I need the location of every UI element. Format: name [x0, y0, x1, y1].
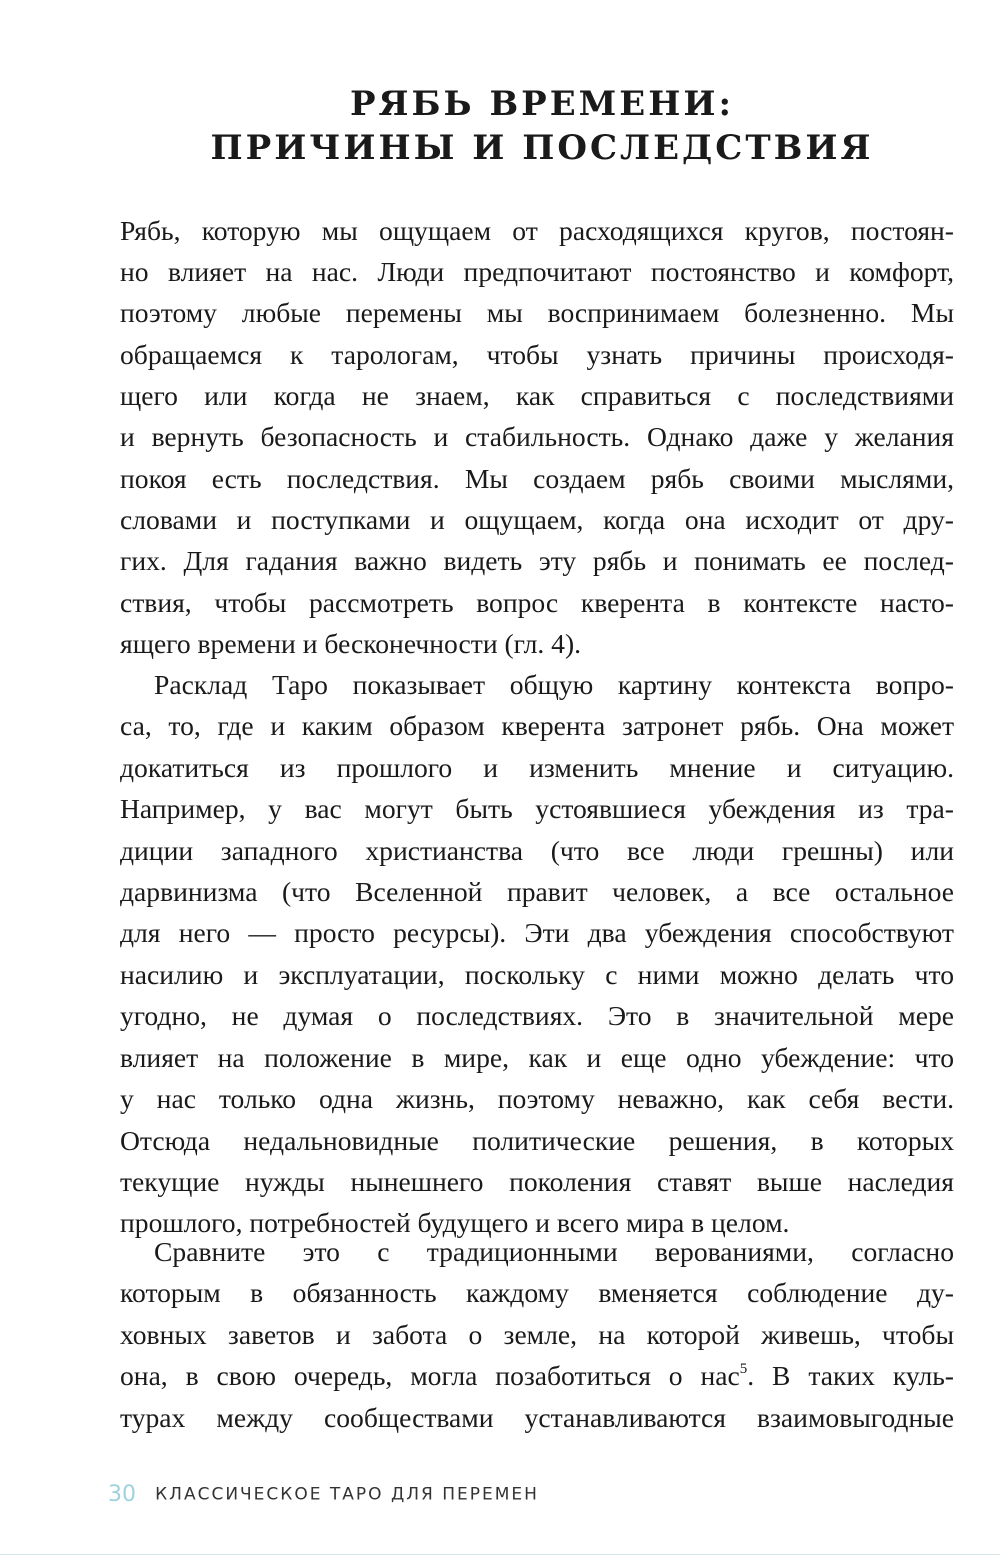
text-line-with-footnote [120, 1361, 954, 1391]
text-line: насилию и эксплуатации, поскольку с ними можно делать что [120, 959, 954, 990]
scan-edge-line [0, 1554, 1000, 1555]
text-line: турах между сообществами устанавливаются взаимовыгодные [120, 1402, 954, 1433]
text-line: словами и поступками и ощущаем, когда она исходит от дру- [120, 504, 954, 535]
text-line: поэтому любые перемены мы воспринимаем болезненно. Мы [120, 297, 954, 328]
text-line: прошлого, потребностей будущего и всего мира в целом. [120, 1207, 790, 1238]
text-line: влияет на положение в мире, как и еще одно убеждение: что [120, 1042, 954, 1073]
text-line: угодно, не думая о последствиях. Это в значительной мере [120, 1000, 954, 1031]
text-line: Расклад Таро показывает общую картину контекста вопро- [154, 669, 954, 700]
running-title: КЛАССИЧЕСКОЕ ТАРО ДЛЯ ПЕРЕМЕН [155, 1484, 539, 1505]
footnote-reference[interactable]: 5 [739, 1361, 748, 1377]
text-line: но влияет на нас. Люди предпочитают постоянство и комфорт, [120, 256, 954, 287]
text-line: обращаемся к тарологам, чтобы узнать причины происходя- [120, 339, 954, 370]
text-line: докатиться из прошлого и изменить мнение и ситуацию. [120, 752, 954, 783]
page-number: 30 [108, 1482, 136, 1507]
text-line: ствия, чтобы рассмотреть вопрос кверента в контексте насто- [120, 587, 954, 618]
text-line: Отсюда недальновидные политические решения, в которых [120, 1125, 954, 1156]
page-footer [108, 1482, 539, 1507]
text-line: диции западного христианства (что все люди грешны) или [120, 835, 954, 866]
text-line: Рябь, которую мы ощущаем от расходящихся кругов, постоян- [120, 215, 954, 246]
chapter-title-line-1: РЯБЬ ВРЕМЕНИ: [349, 84, 735, 124]
text-segment: . В таких куль- [747, 1360, 954, 1391]
text-line: покоя есть последствия. Мы создаем рябь своими мыслями, [120, 463, 954, 494]
text-line: гих. Для гадания важно видеть эту рябь и понимать ее послед- [120, 545, 954, 576]
text-line: для него — просто ресурсы). Эти два убеждения способствуют [120, 917, 954, 948]
text-line: Сравните это с традиционными верованиями, согласно [154, 1236, 954, 1267]
text-line: щего или когда не знаем, как справиться с последствиями [120, 380, 954, 411]
text-line: ховных заветов и забота о земле, на которой живешь, чтобы [120, 1319, 954, 1350]
text-line: ящего времени и бесконечности (гл. 4). [120, 628, 582, 659]
text-line: са, то, где и каким образом кверента затронет рябь. Она может [120, 710, 954, 741]
text-line: у нас только одна жизнь, поэтому неважно, как себя вести. [120, 1083, 954, 1114]
text-line: которым в обязанность каждому вменяется соблюдение ду- [120, 1277, 954, 1308]
text-line: и вернуть безопасность и стабильность. Однако даже у желания [120, 421, 954, 452]
text-segment: она, в свою очередь, могла позаботиться о нас [120, 1360, 740, 1391]
text-line: текущие нужды нынешнего поколения ставят выше наследия [120, 1166, 954, 1197]
text-line: Например, у вас могут быть устоявшиеся убеждения из тра- [120, 793, 954, 824]
text-line: дарвинизма (что Вселенной правит человек, а все остальное [120, 876, 954, 907]
chapter-title-line-2: ПРИЧИНЫ И ПОСЛЕДСТВИЯ [210, 128, 874, 168]
